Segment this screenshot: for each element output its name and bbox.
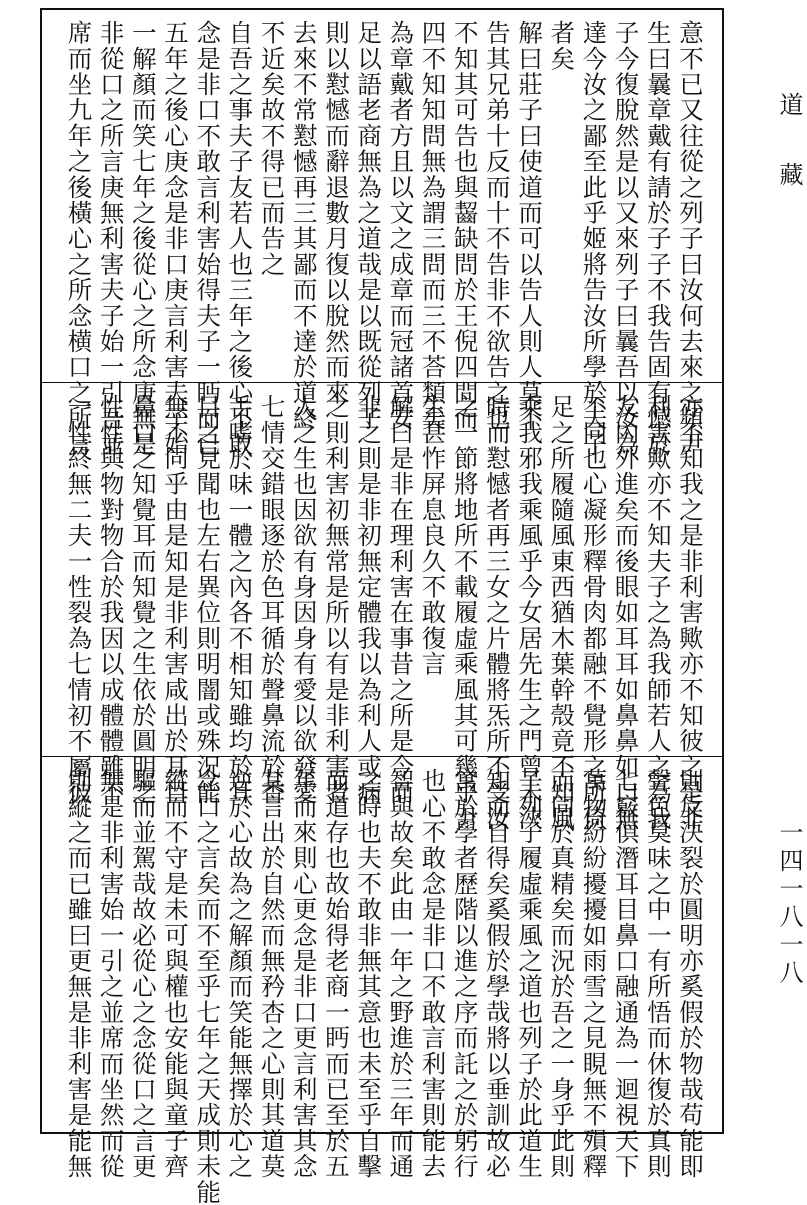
text-column: 萬物紛紛擾擾如雨雪之見睍無不殞釋 bbox=[579, 768, 609, 1180]
text-column: 不知其可告也與齧缺問於王倪四問而 bbox=[450, 20, 480, 432]
text-column: 意不已又往從之列子曰汝何去來之頻尹 bbox=[676, 20, 705, 457]
text-column: 不近矣故不得已而告之 bbox=[257, 20, 287, 277]
text-column: 而同於真精矣而況於吾之一身乎此則 bbox=[547, 768, 577, 1180]
text-column: 念口之言矣而不至乎七年之天成則未能 bbox=[193, 768, 223, 1205]
column-group-top bbox=[42, 10, 722, 457]
text-column: 生曰曩章戴有請於子子不我告固有憾於 bbox=[643, 20, 673, 457]
text-column: 寓於學者歷階以進之序而託之於躬行 bbox=[450, 768, 480, 1180]
text-column: 五年之後心庚念是非口庚言利害夫子始 bbox=[161, 20, 190, 457]
text-column: 友內外進矣而後眼如耳耳如鼻鼻如口無 bbox=[611, 394, 641, 831]
text-column: 念是非口不敢言利害始得夫子一眄而已 bbox=[193, 20, 223, 457]
text-column: 非從口之所言庚無利害夫子始一引吾並 bbox=[96, 20, 126, 457]
text-column: 七情交錯眼逐於色耳循於聲鼻流於香 bbox=[257, 394, 287, 806]
text-column: 性性與物對物合於我因以成體體雖不 bbox=[96, 394, 126, 806]
text-column: 為章戴者方且以文之成章而冠諸首安 bbox=[386, 20, 416, 432]
text-column: 子今復脫然是以又來列子曰曩吾以汝為 bbox=[611, 20, 641, 457]
text-column: 達今汝之鄙至此乎姬將告汝所學於夫子 bbox=[579, 20, 609, 457]
text-column: 之則利害初無常是所以有是非利害者 bbox=[321, 394, 351, 806]
text-column: 聲色臭味之中一有所悟而休復於真則 bbox=[643, 768, 673, 1180]
text-column: 時而懟憾者再三女之片體將炁所不受汝 bbox=[482, 394, 512, 831]
text-column: 足之所履隨風東西猶木葉幹殼竟不知風 bbox=[547, 394, 577, 831]
text-column: 去來不常懟憾再三其鄙而不達於道終 bbox=[289, 20, 319, 432]
text-column: 七竅俱潛耳目鼻口融通為一迴視天下 bbox=[611, 768, 641, 1180]
text-column: 亦不知我之是非利害歟亦不知彼之是非 bbox=[676, 394, 705, 831]
page-frame bbox=[40, 8, 724, 1205]
text-column: 舌嗜於味一體之內各不相知雖均於耳 bbox=[225, 394, 255, 806]
text-panel-top bbox=[42, 10, 722, 457]
text-column: 之一節將地所不載履虛乘風其可幾乎尹 bbox=[450, 394, 480, 831]
text-column: 則以懟憾而辭退數月復以脫然而來 bbox=[321, 20, 351, 406]
text-column: 生甚怍屏息良久不敢復言 bbox=[418, 394, 448, 677]
text-column: 人之生也因欲有身因身有愛以欲發愛 bbox=[289, 394, 319, 806]
text-column: 一性終無二夫一性裂為七情初不屬彼 bbox=[64, 394, 94, 806]
side-title: 道藏 bbox=[775, 92, 803, 232]
text-column: 解曰是非在理利害在事昔之所是今而 bbox=[386, 394, 416, 806]
column-group-middle bbox=[42, 384, 722, 831]
text-column: 之時也夫不敢非無其意也未至乎自擊 bbox=[354, 768, 384, 1180]
text-panel-middle bbox=[42, 384, 722, 831]
text-panel-bottom bbox=[42, 758, 722, 1205]
column-group-bottom bbox=[42, 758, 722, 1205]
text-column: 乘我邪我乘風乎今女居先生之門曾未浹 bbox=[515, 394, 545, 831]
text-column: 也心不敢念是非口不敢言利害則能去 bbox=[418, 768, 448, 1180]
text-column: 告其兄弟十反而十不告非不欲告之也 bbox=[482, 20, 512, 432]
text-column: 子列子履虛乘風之道也列子於此道生 bbox=[515, 768, 545, 1180]
text-column: 縱而不守是未可與權也安能與童子齊 bbox=[161, 768, 190, 1180]
text-column: 無不同乎由是知是非利害咸出於耳目 bbox=[161, 394, 190, 806]
text-column: 非之則是非初無定體我以為利人或病 bbox=[354, 394, 384, 806]
text-column: 而道存也故始得老商一眄而已至於五 bbox=[321, 768, 351, 1180]
text-column: 四不知知問無為謂三問而三不荅類矣 bbox=[418, 20, 448, 432]
text-column: 一解顏而笑七年之後從心之所念庚無是 bbox=[128, 20, 158, 457]
text-column: 利害歟亦不知夫子之為我師若人之為我 bbox=[643, 394, 673, 831]
text-column: 知而自得矣奚假於學哉將以垂訓故必 bbox=[482, 768, 512, 1180]
text-column: 席而坐九年之後橫心之所念横口之所言 bbox=[64, 20, 94, 457]
text-column: 則反決裂於圓明亦奚假於物哉苟能即 bbox=[676, 768, 705, 1180]
text-column: 驅而並駕哉故必從心之念從口之言更 bbox=[128, 768, 158, 1180]
text-column: 足以語老商無為之道哉是以既從列子 bbox=[354, 20, 384, 432]
text-column: 無是非利害始一引之並席而坐然而從 bbox=[96, 768, 126, 1180]
text-column: 不同也心凝形釋骨肉都融不覺形之所倚 bbox=[579, 394, 609, 831]
text-column: 自吾之事夫子友若人也三年之後心不敢 bbox=[225, 20, 255, 457]
page-number: 一四一八一八 bbox=[775, 820, 803, 988]
text-column: 逆於心故為之解顏而笑能無擇於心之 bbox=[225, 768, 255, 1180]
text-column: 者矣 bbox=[547, 20, 577, 72]
text-column: 年而來則心更念是非口更言利害其念 bbox=[289, 768, 319, 1180]
text-column: 解曰莊子曰使道而可以告人則人莫不 bbox=[515, 20, 545, 432]
text-column: 其言出於自然而無矜杏之心則其道莫 bbox=[257, 768, 287, 1180]
text-column: 則縱之而已雖曰更無是非利害是能無 bbox=[64, 768, 94, 1180]
text-column: 目之見聞也左右異位則明闇或殊況能 bbox=[193, 394, 223, 806]
text-column: 智與故矣此由一年之野進於三年而通 bbox=[386, 768, 416, 1180]
text-column: 鼻口之知覺耳而知覺之生依於圓明之 bbox=[128, 394, 158, 806]
